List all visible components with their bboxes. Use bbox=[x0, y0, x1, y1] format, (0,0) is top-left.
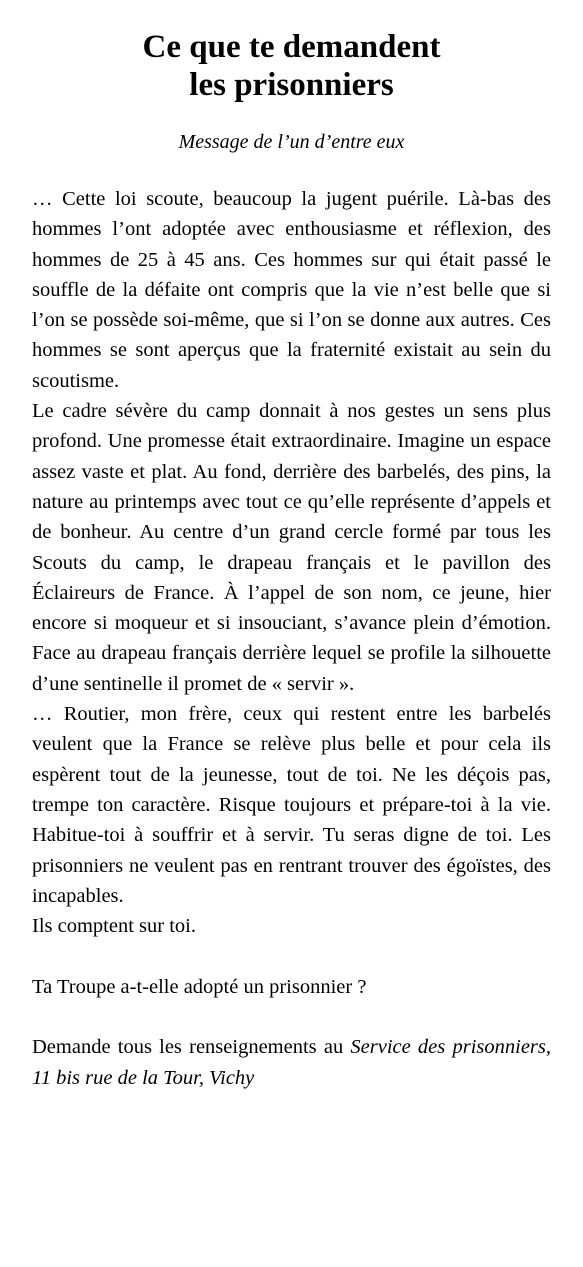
contact-line bbox=[32, 1032, 551, 1093]
article-body bbox=[32, 184, 551, 1093]
title-line-2: les prisonniers bbox=[189, 67, 394, 103]
contact-prefix: Demande tous les renseignements au bbox=[32, 1036, 351, 1059]
page-title bbox=[32, 28, 551, 104]
paragraph-1: … Cette loi scoute, beaucoup la jugent puérile. Là-bas des hommes l’ont adoptée avec enthousiasme et réflexion, des hommes de 25 à 45 ans. Ces hommes sur qui était passé le souffle de la défaite ont compris que la vie n’est belle que si l’on se possède soi-même, que si l’on se donne aux autres. Ces hommes se sont aperçus que la fraternité existait au sein du scoutisme. bbox=[32, 188, 551, 392]
closing-line: Ils comptent sur toi. bbox=[32, 915, 196, 938]
title-line-1: Ce que te demandent bbox=[142, 29, 441, 65]
paragraph-2: Le cadre sévère du camp donnait à nos gestes un sens plus profond. Une promesse était extraordinaire. Imagine un espace assez vaste et plat. Au fond, derrière des barbelés, des pins, la nature au printemps avec tout ce qu’elle représente d’appels et de bonheur. Au centre d’un grand cercle formé par tous les Scouts du camp, le drapeau français et le pavillon des Éclaireurs de France. À l’appel de son nom, ce jeune, hier encore si moqueur et si insouciant, s’avance plein d’émotion. Face au drapeau français derrière lequel se profile la silhouette d’une sentinelle il promet de « servir ». bbox=[32, 400, 551, 695]
spacer bbox=[32, 941, 551, 971]
question-line: Ta Troupe a-t-elle adopté un prisonnier ? bbox=[32, 975, 367, 998]
subtitle: Message de l’un d’entre eux bbox=[178, 131, 405, 153]
contact-address: Service des prisonniers, 11 bis rue de la Tour, Vichy bbox=[32, 1036, 551, 1089]
spacer bbox=[32, 1002, 551, 1032]
paragraph-3: … Routier, mon frère, ceux qui restent entre les barbelés veulent que la France se relève plus belle et pour cela ils espèrent tout de la jeunesse, tout de toi. Ne les déçois pas, trempe ton caractère. Risque toujours et prépare-toi à la vie. Habitue-toi à souffrir et à servir. Tu seras digne de toi. Les prisonniers ne veulent pas en rentrant trouver des égoïstes, des incapables. bbox=[32, 703, 551, 907]
